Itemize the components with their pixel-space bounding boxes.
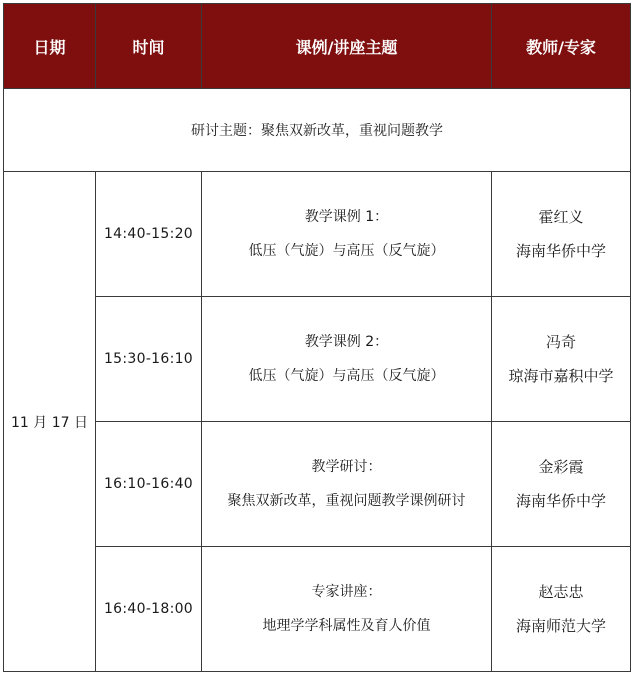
- table-row: [4, 297, 631, 422]
- topic-title: 地理学学科属性及育人价值: [262, 618, 431, 634]
- header-time: 时间: [96, 4, 202, 89]
- topic-type: 教学课例 1：: [304, 209, 389, 225]
- teacher-cell: [492, 172, 631, 297]
- header-date: 日期: [4, 4, 96, 89]
- header-row: [4, 4, 631, 89]
- time-cell: 15:30-16:10: [96, 297, 202, 422]
- time-cell: 14:40-15:20: [96, 172, 202, 297]
- topic-cell: [202, 547, 492, 672]
- topic-title: 聚焦双新改革，重视问题教学课例研讨: [227, 493, 466, 509]
- teacher-school: 海南华侨中学: [515, 242, 606, 260]
- date-cell: 11 月 17 日: [4, 172, 96, 672]
- theme-cell: 研讨主题：聚焦双新改革，重视问题教学: [4, 89, 631, 172]
- table-row: [4, 547, 631, 672]
- topic-cell: [202, 422, 492, 547]
- time-cell: 16:40-18:00: [96, 547, 202, 672]
- teacher-name: 冯奇: [545, 333, 576, 351]
- teacher-name: 金彩霞: [538, 458, 584, 476]
- topic-cell: [202, 172, 492, 297]
- teacher-school: 琼海市嘉积中学: [508, 367, 614, 385]
- time-cell: 16:10-16:40: [96, 422, 202, 547]
- table-row: [4, 422, 631, 547]
- theme-row: [4, 89, 631, 172]
- table-row: [4, 172, 631, 297]
- topic-type: 专家讲座：: [311, 584, 382, 600]
- topic-type: 教学课例 2：: [304, 334, 389, 350]
- topic-cell: [202, 297, 492, 422]
- header-teacher: 教师/专家: [492, 4, 631, 89]
- header-topic: 课例/讲座主题: [202, 4, 492, 89]
- teacher-name: 赵志忠: [538, 583, 584, 601]
- topic-type: 教学研讨：: [311, 459, 382, 475]
- teacher-school: 海南华侨中学: [515, 492, 606, 510]
- teacher-name: 霍红义: [538, 208, 584, 226]
- teacher-cell: [492, 297, 631, 422]
- teacher-cell: [492, 547, 631, 672]
- teacher-school: 海南师范大学: [515, 617, 606, 635]
- teacher-cell: [492, 422, 631, 547]
- schedule-table: [3, 3, 631, 672]
- topic-title: 低压（气旋）与高压（反气旋）: [248, 368, 445, 384]
- topic-title: 低压（气旋）与高压（反气旋）: [248, 243, 445, 259]
